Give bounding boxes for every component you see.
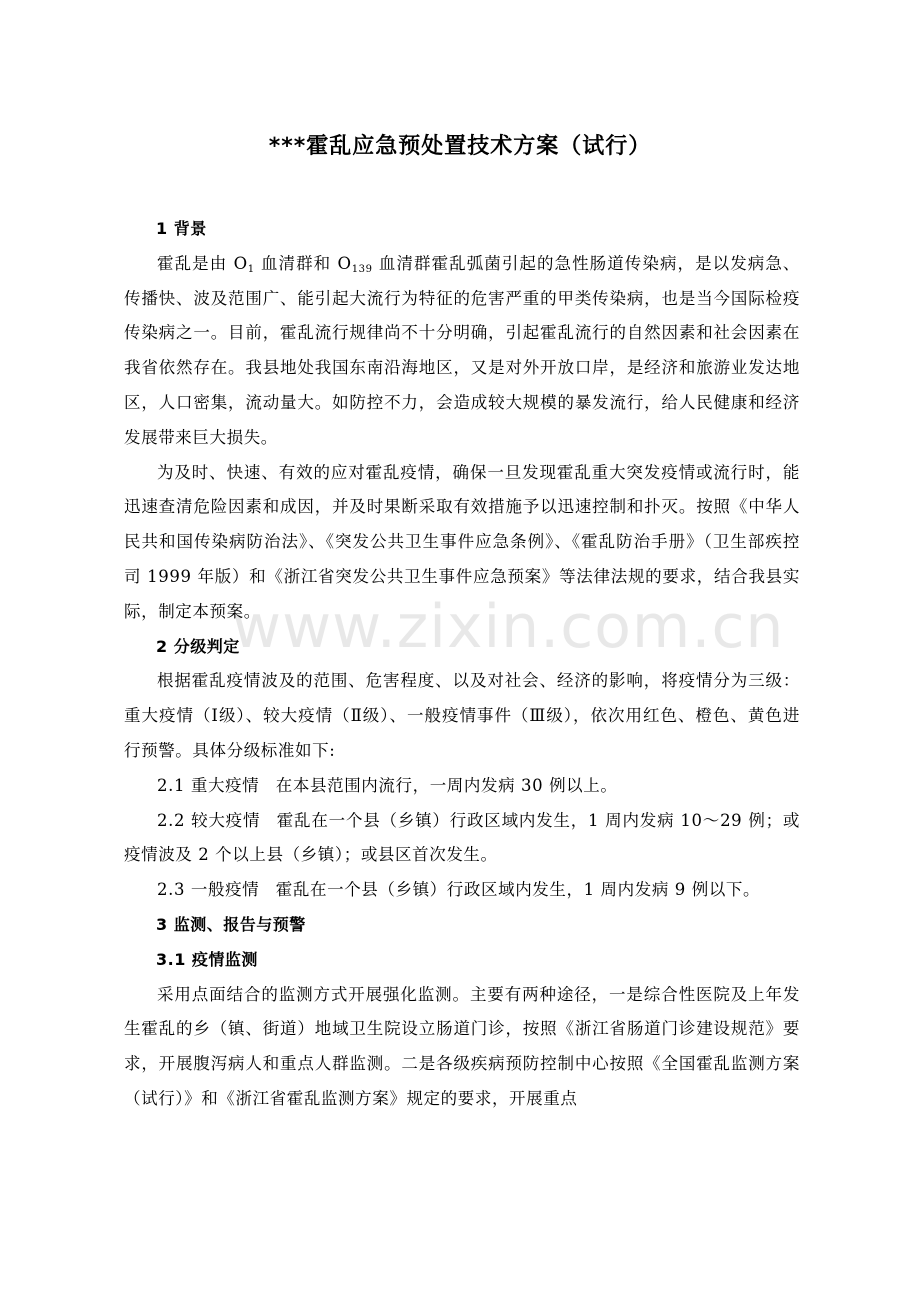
text-run: 血清群霍乱弧菌引起的急性肠道传染病，是以发病急、传播快、波及范围广、能引起大流行为特征的危害严重的甲类传染病，也是当今国际检疫传染病之一。目前，霍乱流行规律尚不十分明确，引起霍乱流行的自然因素和社会因素在我省依然存在。我县地处我国东南沿海地区，又是对外开放口岸，是经济和旅游业发达地区，人口密集，流动量大。如防控不力，会造成较大规模的暴发流行，给人民健康和经济发展带来巨大损失。	[124, 253, 800, 447]
text-run: 血清群和 O	[254, 253, 352, 273]
grading-item-larger	[124, 804, 800, 874]
subscript: 139	[351, 263, 373, 275]
grading-item-major	[124, 769, 800, 804]
paragraph-grading-intro: 根据霍乱疫情波及的范围、危害程度、以及对社会、经济的影响，将疫情分为三级：重大疫情（Ⅰ级）、较大疫情（Ⅱ级）、一般疫情事件（Ⅲ级），依次用红色、橙色、黄色进行预警。具体分级标准如下:	[124, 671, 800, 760]
item-text: 霍乱在一个县（乡镇）行政区域内发生，1 周内发病 10～29 例；或疫情波及 2 个以上县（乡镇）；或县区首次发生。	[124, 810, 800, 865]
item-lead: 2.1 重大疫情	[157, 775, 260, 795]
section-heading-monitoring: 3 监测、报告与预警	[156, 914, 306, 934]
item-text: 在本县范围内流行，一周内发病 30 例以上。	[275, 775, 618, 795]
section-heading-grading: 2 分级判定	[156, 636, 240, 656]
document-title: ***霍乱应急预处置技术方案（试行）	[268, 134, 652, 159]
paragraph-surveillance: 采用点面结合的监测方式开展强化监测。主要有两种途径，一是综合性医院及上年发生霍乱的乡（镇、街道）地域卫生院设立肠道门诊，按照《浙江省肠道门诊建设规范》要求，开展腹泻病人和重点人群监测。二是各级疾病预防控制中心按照《全国霍乱监测方案（试行）》和《浙江省霍乱监测方案》规定的要求，开展重点	[124, 984, 800, 1108]
paragraph-background-1	[124, 247, 800, 456]
watermark: www.zixin.com.cn	[232, 592, 785, 662]
item-lead: 2.2 较大疫情	[157, 810, 261, 830]
paragraph-background-2: 为及时、快速、有效的应对霍乱疫情，确保一旦发现霍乱重大突发疫情或流行时，能迅速查清危险因素和成因，并及时果断采取有效措施予以迅速控制和扑灭。按照《中华人民共和国传染病防治法》、《突发公共卫生事件应急条例》、《霍乱防治手册》（卫生部疾控司 1999 年版）和《浙江省突发公共卫生事件应急预案》等法律法规的要求，结合我县实际，制定本预案。	[124, 462, 800, 621]
document-body	[124, 212, 800, 1117]
item-text: 霍乱在一个县（乡镇）行政区域内发生，1 周内发病 9 例以下。	[275, 880, 761, 900]
text-run: 霍乱是由 O	[157, 253, 248, 273]
grading-item-general	[124, 873, 800, 908]
item-lead: 2.3 一般疫情	[157, 880, 260, 900]
subscript: 1	[247, 263, 255, 275]
section-heading-background: 1 背景	[156, 219, 207, 238]
subsection-heading-surveillance: 3.1 疫情监测	[156, 949, 258, 969]
